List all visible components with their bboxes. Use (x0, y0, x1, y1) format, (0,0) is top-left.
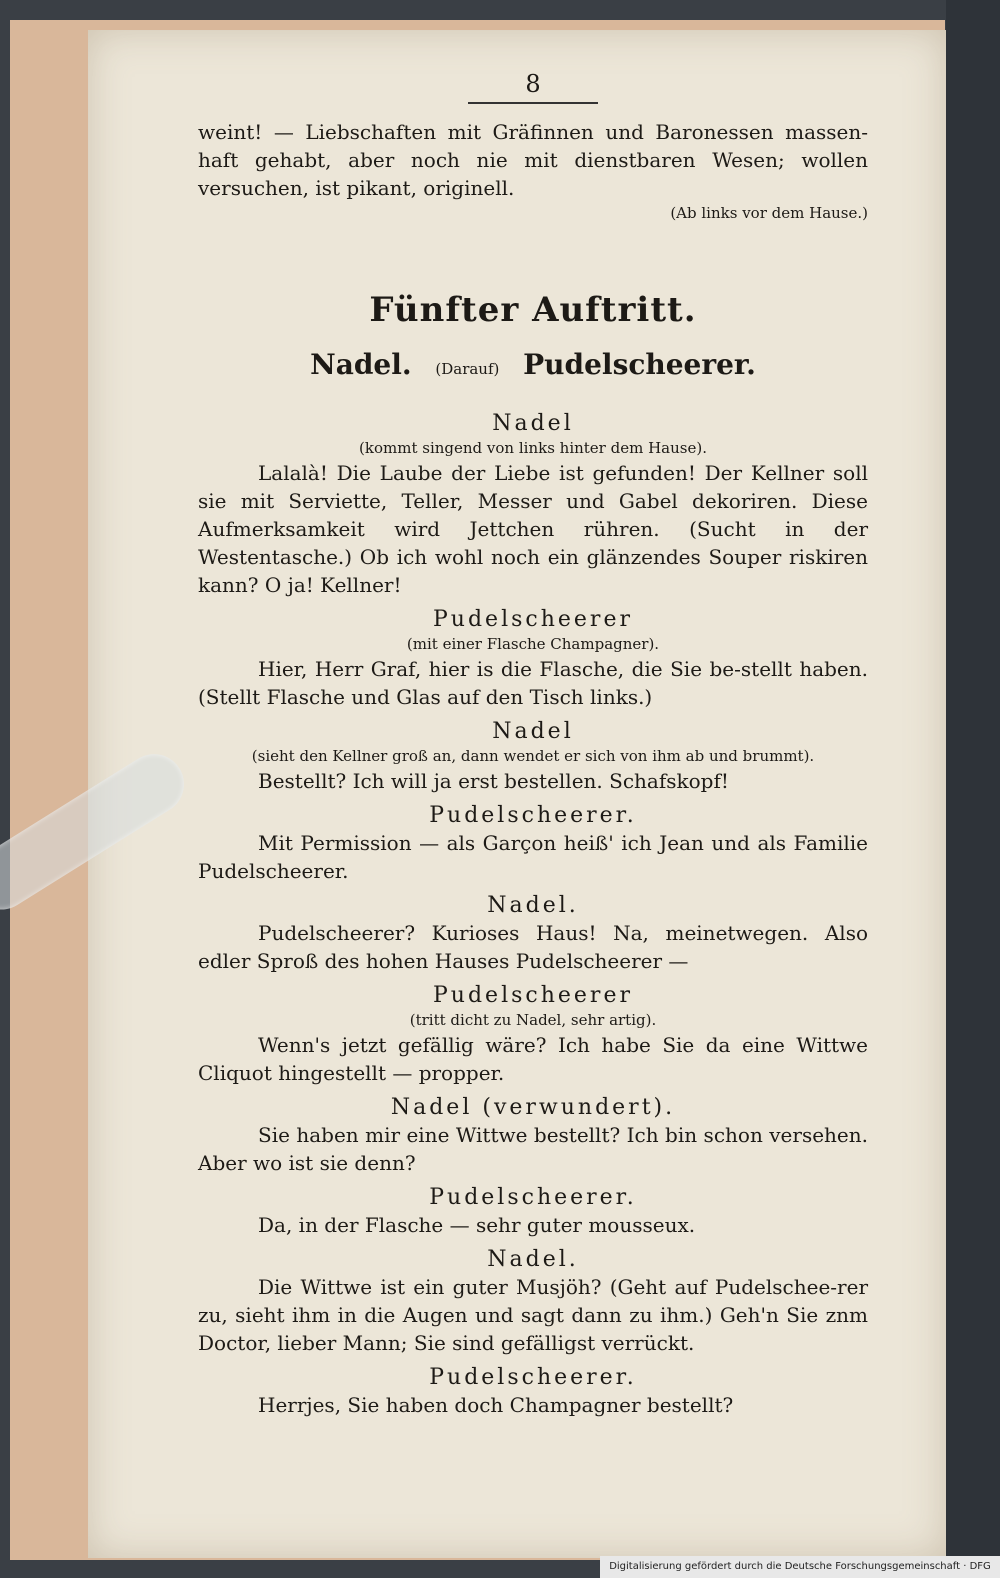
scene-persons (198, 348, 868, 381)
dialogue (198, 411, 868, 1419)
dialogue-line: Bestellt? Ich will ja erst bestellen. Schafskopf! (258, 769, 729, 793)
stage-direction: (mit einer Flasche Champagner). (406, 635, 660, 653)
speaker-name: Pudelscheerer. (429, 1185, 637, 1210)
speaker-name: Nadel. (487, 1247, 579, 1272)
speaker-name: Pudelscheerer (433, 983, 633, 1008)
persons-connector: (Darauf) (435, 360, 500, 378)
dialogue-line: Pudelscheerer? Kurioses Haus! Na, meinetwegen. Also edler Sproß des hohen Hauses Pudelscheerer — (198, 921, 868, 973)
dialogue-line: Da, in der Flasche — sehr guter mousseux. (258, 1213, 696, 1237)
speaker-name: Nadel (verwundert). (390, 1095, 676, 1120)
speaker-name: Pudelscheerer (433, 607, 633, 632)
person-a: Nadel. (310, 348, 412, 381)
page-content (198, 70, 868, 1419)
person-b: Pudelscheerer. (523, 348, 756, 381)
book-page (88, 30, 946, 1558)
stage-direction: (tritt dicht zu Nadel, sehr artig). (409, 1011, 657, 1029)
page-number-rule (468, 102, 598, 104)
speaker-name: Pudelscheerer. (429, 803, 637, 828)
dfg-funding-footer: Digitalisierung gefördert durch die Deutsche Forschungsgemeinschaft · DFG (600, 1556, 1000, 1578)
scanner-edge (946, 0, 1000, 1556)
page-number: 8 (525, 70, 541, 98)
stage-direction: (sieht den Kellner groß an, dann wendet er sich von ihm ab und brummt). (251, 747, 815, 765)
dialogue-line: Lalalà! Die Laube der Liebe ist gefunden! Der Kellner soll sie mit Serviette, Teller, Messer und Gabel dekoriren. Diese Aufmerksamkeit wird Jettchen rühren. (Sucht in der Westentasche.) Ob ich wohl noch ein glänzendes Souper riskiren kann? O ja! Kellner! (198, 461, 868, 597)
dialogue-line: Sie haben mir eine Wittwe bestellt? Ich bin schon versehen. Aber wo ist sie denn? (198, 1123, 868, 1175)
stage-direction: (kommt singend von links hinter dem Hause). (359, 439, 707, 457)
scene-title: Fünfter Auftritt. (369, 290, 697, 330)
intro-paragraph: weint! — Liebschaften mit Gräfinnen und Baronessen massen-haft gehabt, aber noch nie mit dienstbaren Wesen; wollen versuchen, ist pikant, originell. (198, 120, 868, 200)
intro-stage-direction: (Ab links vor dem Hause.) (670, 204, 868, 222)
dialogue-line: Mit Permission — als Garçon heiß' ich Jean und als Familie Pudelscheerer. (198, 831, 868, 883)
speaker-name: Nadel (492, 719, 574, 744)
speaker-name: Nadel. (487, 893, 579, 918)
dialogue-line: Herrjes, Sie haben doch Champagner bestellt? (258, 1393, 734, 1417)
speaker-name: Pudelscheerer. (429, 1365, 637, 1390)
dialogue-line: Die Wittwe ist ein guter Musjöh? (Geht auf Pudelschee-rer zu, sieht ihm in die Augen und sagt dann zu ihm.) Geh'n Sie znm Doctor, lieber Mann; Sie sind gefälligst verrückt. (198, 1275, 868, 1355)
speaker-name: Nadel (492, 411, 574, 436)
dialogue-line: Wenn's jetzt gefällig wäre? Ich habe Sie da eine Wittwe Cliquot hingestellt — propper. (198, 1033, 868, 1085)
dialogue-line: Hier, Herr Graf, hier is die Flasche, die Sie be-stellt haben. (Stellt Flasche und Glas auf den Tisch links.) (198, 657, 868, 709)
